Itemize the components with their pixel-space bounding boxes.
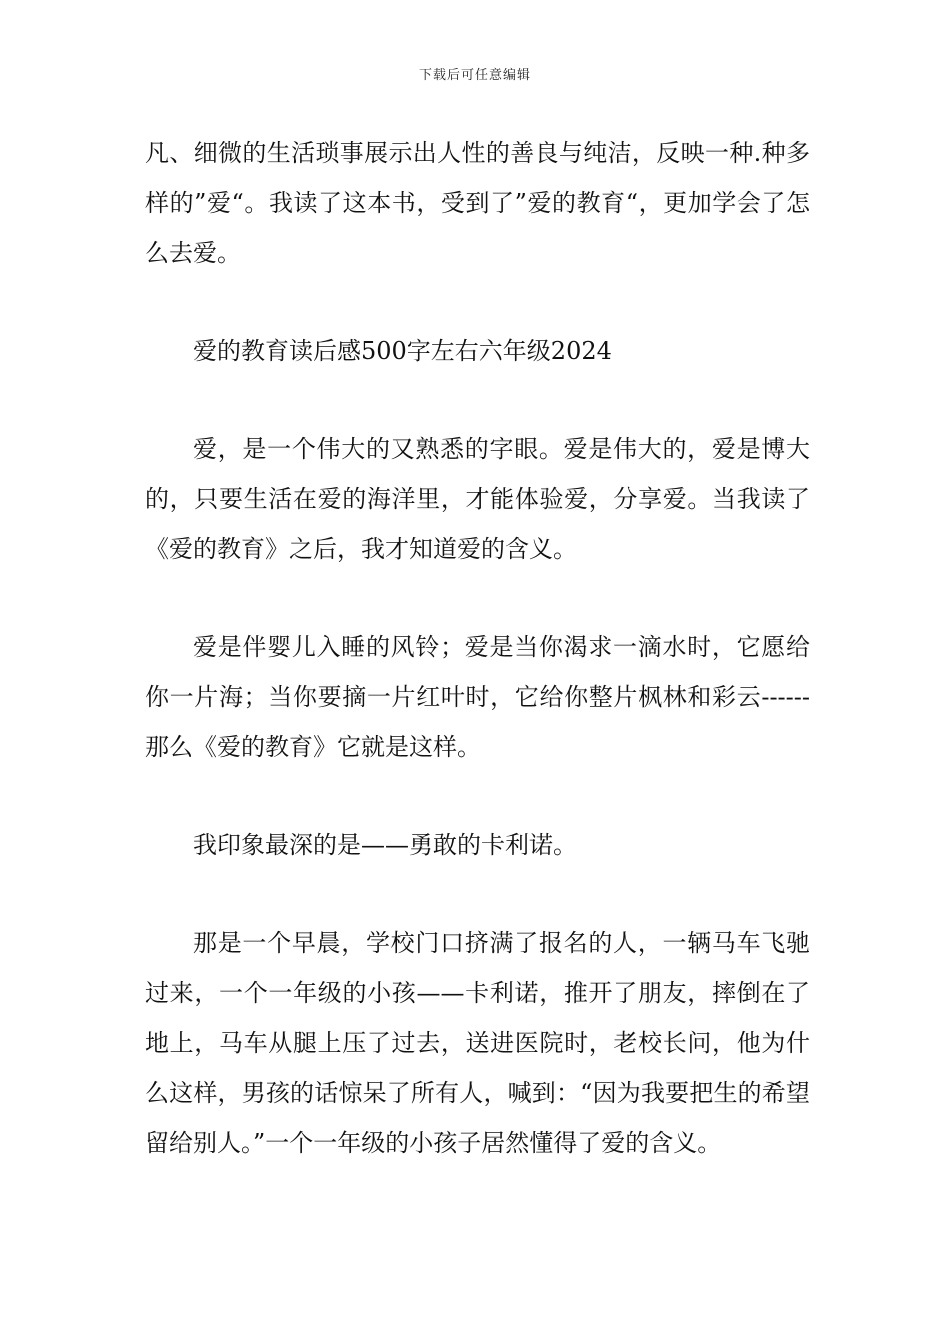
paragraph-impression: 我印象最深的是——勇敢的卡利诺。 [193, 831, 577, 859]
paragraph-spacer [145, 278, 810, 326]
paragraph-love-meaning: 爱，是一个伟大的又熟悉的字眼。爱是伟大的，爱是博大的，只要生活在爱的海洋里，才能体验爱，分享爱。当我读了《爱的教育》之后，我才知道爱的含义。 [145, 435, 810, 563]
paragraph-story: 那是一个早晨，学校门口挤满了报名的人，一辆马车飞驰过来，一个一年级的小孩——卡利诺，推开了朋友，摔倒在了地上，马车从腿上压了过去，送进医院时，老校长问，他为什么这样，男孩的话惊呆了所有人，喊到：“因为我要把生的希望留给别人。”一个一年级的小孩子居然懂得了爱的含义。 [145, 929, 810, 1157]
paragraph-love-metaphor: 爱是伴婴儿入睡的风铃；爱是当你渴求一滴水时，它愿给你一片海；当你要摘一片红叶时，它给你整片枫林和彩云------那么《爱的教育》它就是这样。 [145, 633, 810, 761]
paragraph-continuation: 凡、细微的生活琐事展示出人性的善良与纯洁，反映一种.种多样的”爱“。我读了这本书，受到了”爱的教育“，更加学会了怎么去爱。 [145, 139, 810, 267]
paragraph-spacer [145, 574, 810, 622]
paragraph-spacer [145, 772, 810, 820]
header-note: 下载后可任意编辑 [418, 68, 531, 83]
document-body [145, 128, 810, 1168]
paragraph-spacer [145, 870, 810, 918]
section-heading: 爱的教育读后感500字左右六年级2024 [193, 337, 612, 365]
paragraph-spacer [145, 376, 810, 424]
